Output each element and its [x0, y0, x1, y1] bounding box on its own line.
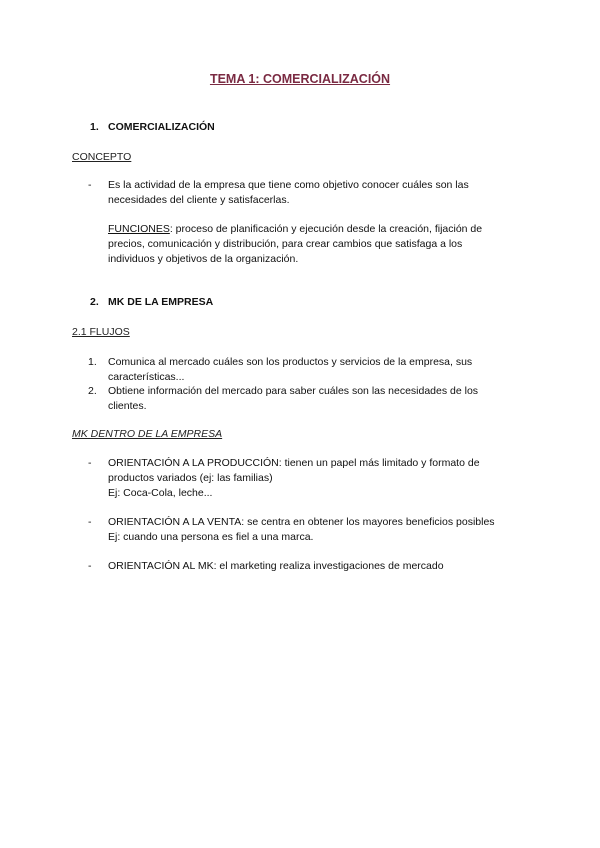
section-1-number: 1.	[90, 121, 99, 133]
flujo-line: Comunica al mercado cuáles son los productos y servicios de la empresa, sus	[108, 356, 473, 368]
section-2-number: 2.	[90, 296, 99, 308]
bullet-marker: -	[88, 457, 92, 469]
funciones-label: FUNCIONES	[108, 223, 170, 235]
bullet-marker: -	[88, 179, 92, 191]
funciones-text: : proceso de planificación y ejecución desde la creación, fijación de	[169, 223, 483, 235]
flujo-line: clientes.	[108, 400, 147, 412]
funciones-line: precios, comunicación y distribución, para crear cambios que satisfaga a los	[108, 238, 463, 250]
bullet-marker: -	[88, 516, 92, 528]
orientacion-line: Ej: Coca-Cola, leche...	[108, 487, 213, 499]
list-number: 2.	[88, 385, 97, 397]
flujo-line: Obtiene información del mercado para saber cuáles son las necesidades de los	[108, 385, 479, 397]
concepto-subheading: CONCEPTO	[72, 151, 132, 163]
section-1-title: COMERCIALIZACIÓN	[108, 121, 215, 133]
flujo-line: características...	[108, 371, 185, 383]
mk-dentro-subheading: MK DENTRO DE LA EMPRESA	[72, 428, 223, 440]
bullet-marker: -	[88, 560, 92, 572]
orientacion-line: ORIENTACIÓN A LA VENTA: se centra en obtener los mayores beneficios posibles	[108, 516, 495, 528]
concepto-line: necesidades del cliente y satisfacerlas.	[108, 194, 290, 206]
flujos-subheading: 2.1 FLUJOS	[72, 326, 130, 338]
document-title: TEMA 1: COMERCIALIZACIÓN	[209, 72, 391, 86]
orientacion-line: ORIENTACIÓN A LA PRODUCCIÓN: tienen un papel más limitado y formato de	[108, 457, 480, 469]
funciones-line: individuos y objetivos de la organización.	[108, 253, 299, 265]
funciones-line	[108, 222, 528, 237]
list-number: 1.	[88, 356, 97, 368]
orientacion-line: productos variados (ej: las familias)	[108, 472, 273, 484]
orientacion-line: ORIENTACIÓN AL MK: el marketing realiza investigaciones de mercado	[108, 560, 444, 572]
section-2-title: MK DE LA EMPRESA	[108, 296, 214, 308]
concepto-line: Es la actividad de la empresa que tiene como objetivo conocer cuáles son las	[108, 179, 469, 191]
orientacion-line: Ej: cuando una persona es fiel a una marca.	[108, 531, 314, 543]
